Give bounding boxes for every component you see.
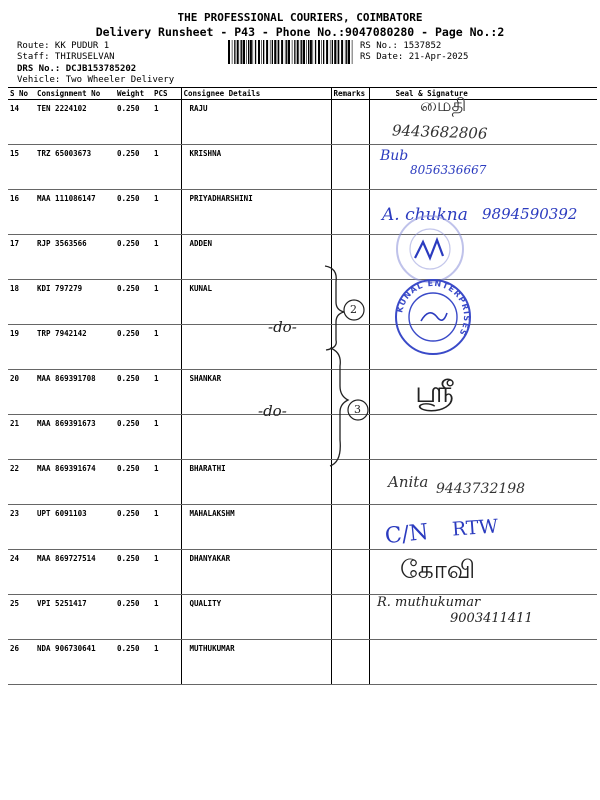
handwritten-phone-26: 9003411411 (450, 611, 533, 626)
col-consignment: Consignment No (35, 88, 115, 100)
cell-pcs: 1 (152, 190, 181, 235)
col-pcs: PCS (152, 88, 181, 100)
cell-weight: 0.250 (115, 550, 152, 595)
handwritten-phone-16: 9894590392 (482, 205, 578, 223)
handwritten-signature-25: கோவி (400, 555, 476, 584)
cell-sno: 23 (8, 505, 35, 550)
barcode-bar (258, 40, 260, 64)
handwritten-note-cn: C/N (383, 519, 430, 550)
cell-sno: 25 (8, 595, 35, 640)
barcode-bar (232, 40, 233, 64)
cell-pcs: 1 (152, 640, 181, 685)
cell-consignment: MAA 869391673 (35, 415, 115, 460)
cell-consignment: TRP 7942142 (35, 325, 115, 370)
barcode-bar (313, 40, 314, 64)
cell-pcs: 1 (152, 460, 181, 505)
col-remarks: Remarks (331, 88, 369, 100)
cell-weight: 0.250 (115, 370, 152, 415)
cell-sno: 21 (8, 415, 35, 460)
barcode-bar (272, 40, 273, 64)
cell-sno: 15 (8, 145, 35, 190)
barcode-bar (346, 40, 347, 64)
cell-pcs: 1 (152, 550, 181, 595)
cell-weight: 0.250 (115, 640, 152, 685)
cell-consignee: MUTHUKUMAR (181, 640, 331, 685)
cell-consignment: MAA 869391674 (35, 460, 115, 505)
col-seal: Seal & Signature (369, 88, 597, 100)
col-consignee: Consignee Details (181, 88, 331, 100)
barcode-bar (308, 40, 309, 64)
barcode-bar (234, 40, 235, 64)
cell-pcs: 1 (152, 370, 181, 415)
handwritten-signature-15: Bub (380, 148, 409, 164)
barcode-bar (243, 40, 245, 64)
barcode-bar (288, 40, 290, 64)
barcode-bar (278, 40, 279, 64)
ditto-mark-2: -do- (258, 402, 287, 420)
table-row (8, 550, 597, 595)
barcode-bar (337, 40, 338, 64)
cell-remarks (331, 145, 369, 190)
cell-remarks (331, 550, 369, 595)
barcode-bar (352, 40, 353, 64)
barcode-bar (274, 40, 276, 64)
cell-seal (369, 640, 597, 685)
cell-pcs: 1 (152, 100, 181, 145)
barcode-bar (315, 40, 316, 64)
cell-remarks (331, 190, 369, 235)
cell-pcs: 1 (152, 415, 181, 460)
cell-consignee: DHANYAKAR (181, 550, 331, 595)
cell-sno: 18 (8, 280, 35, 325)
runsheet-subtitle: Delivery Runsheet - P43 - Phone No.:9047080280 - Page No.:2 (95, 25, 505, 39)
cell-weight: 0.250 (115, 100, 152, 145)
cell-sno: 14 (8, 100, 35, 145)
cell-consignment: RJP 3563566 (35, 235, 115, 280)
cell-remarks (331, 100, 369, 145)
cell-consignee: KUNAL (181, 280, 331, 325)
cell-pcs: 1 (152, 595, 181, 640)
staff-label: Staff: THIRUSELVAN (17, 52, 115, 62)
cell-weight: 0.250 (115, 235, 152, 280)
barcode-bar (253, 40, 254, 64)
cell-sno: 16 (8, 190, 35, 235)
cell-weight: 0.250 (115, 325, 152, 370)
cell-weight: 0.250 (115, 595, 152, 640)
cell-sno: 17 (8, 235, 35, 280)
barcode-bar (338, 40, 339, 64)
cell-sno: 20 (8, 370, 35, 415)
cell-consignee: KRISHNA (181, 145, 331, 190)
handwritten-phone-15: 8056336667 (410, 163, 487, 177)
barcode-bar (318, 40, 320, 64)
handwritten-phone-14: 9443682806 (391, 121, 488, 143)
barcode-bar (301, 40, 302, 64)
barcode-bar (294, 40, 295, 64)
cell-consignee: BHARATHI (181, 460, 331, 505)
cell-consignment: MAA 869391708 (35, 370, 115, 415)
cell-pcs: 1 (152, 505, 181, 550)
cell-consignment: VPI 5251417 (35, 595, 115, 640)
barcode-bar (285, 40, 286, 64)
cell-consignee: QUALITY (181, 595, 331, 640)
cell-remarks (331, 505, 369, 550)
barcode-bar (292, 40, 293, 64)
table-header-row (8, 88, 597, 100)
table-row (8, 640, 597, 685)
cell-consignee: PRIYADHARSHINI (181, 190, 331, 235)
cell-consignment: TEN 2224102 (35, 100, 115, 145)
barcode-bar (341, 40, 343, 64)
cell-seal (369, 370, 597, 415)
kunal-enterprises-stamp (393, 277, 473, 357)
group-number-2: 3 (354, 403, 361, 416)
cell-consignment: TRZ 65003673 (35, 145, 115, 190)
barcode-image (228, 40, 354, 64)
cell-consignment: MAA 869727514 (35, 550, 115, 595)
cell-pcs: 1 (152, 280, 181, 325)
cell-seal (369, 415, 597, 460)
cell-remarks (331, 640, 369, 685)
barcode-bar (330, 40, 331, 64)
barcode-bar (246, 40, 247, 64)
handwritten-signature-26: R. muthukumar (377, 595, 481, 610)
barcode-bar (277, 40, 278, 64)
barcode-bar (228, 40, 230, 64)
cell-weight: 0.250 (115, 460, 152, 505)
table-row (8, 100, 597, 145)
cell-consignee: SHANKAR (181, 370, 331, 415)
barcode-bar (241, 40, 242, 64)
col-weight: Weight (115, 88, 152, 100)
cell-remarks (331, 595, 369, 640)
barcode-bar (248, 40, 249, 64)
cell-weight: 0.250 (115, 190, 152, 235)
cell-weight: 0.250 (115, 415, 152, 460)
cell-sno: 22 (8, 460, 35, 505)
barcode-bar (326, 40, 328, 64)
cell-consignee: MAHALAKSHM (181, 505, 331, 550)
table-row (8, 505, 597, 550)
cell-consignee: ADDEN (181, 235, 331, 280)
barcode-bar (323, 40, 324, 64)
svg-text:KUNAL ENTERPRISES: KUNAL ENTERPRISES (395, 278, 472, 338)
cell-consignment: NDA 906730641 (35, 640, 115, 685)
barcode-bar (334, 40, 336, 64)
route-label: Route: KK PUDUR 1 (17, 41, 110, 51)
col-sno: S No (8, 88, 35, 100)
handwritten-note-rtw: RTW (451, 515, 499, 541)
barcode-bar (321, 40, 322, 64)
barcode-bar (261, 40, 262, 64)
barcode-bar (332, 40, 333, 64)
handwritten-signature-21: ஸ்ரீ (415, 375, 455, 410)
barcode-bar (306, 40, 307, 64)
cell-consignment: UPT 6091103 (35, 505, 115, 550)
company-title: THE PROFESSIONAL COURIERS, COIMBATORE (177, 11, 423, 24)
barcode-bar (266, 40, 268, 64)
ditto-mark-1: -do- (268, 318, 297, 336)
handwritten-signature-23: Anita (388, 473, 429, 491)
cell-weight: 0.250 (115, 280, 152, 325)
barcode-bar (237, 40, 239, 64)
drs-number: DRS No.: DCJB153785202 (17, 64, 137, 74)
barcode-bar (281, 40, 283, 64)
cell-consignment: MAA 111086147 (35, 190, 115, 235)
barcode-bar (300, 40, 301, 64)
vehicle-label: Vehicle: Two Wheeler Delivery (17, 75, 175, 85)
cell-pcs: 1 (152, 145, 181, 190)
barcode-bar (240, 40, 241, 64)
barcode-bar (263, 40, 264, 64)
barcode-bar (345, 40, 346, 64)
faint-round-stamp (393, 212, 467, 286)
cell-pcs: 1 (152, 325, 181, 370)
barcode-bar (303, 40, 305, 64)
barcode-bar (255, 40, 256, 64)
cell-consignee: RAJU (181, 100, 331, 145)
barcode-bar (348, 40, 350, 64)
handwritten-signature-14: மைதி (420, 95, 467, 116)
handwritten-signature-16: A. chukna (382, 205, 468, 225)
cell-weight: 0.250 (115, 505, 152, 550)
handwritten-phone-23: 9443732198 (436, 481, 526, 497)
barcode-bar (297, 40, 299, 64)
cell-sno: 24 (8, 550, 35, 595)
barcode-bar (286, 40, 287, 64)
cell-consignment: KDI 797279 (35, 280, 115, 325)
cell-sno: 26 (8, 640, 35, 685)
cell-pcs: 1 (152, 235, 181, 280)
table-row (8, 145, 597, 190)
grouping-brackets (230, 262, 370, 472)
rs-number: RS No.: 1537852 (360, 41, 442, 51)
barcode-bar (270, 40, 271, 64)
cell-sno: 19 (8, 325, 35, 370)
cell-weight: 0.250 (115, 145, 152, 190)
barcode-bar (250, 40, 252, 64)
barcode-bar (310, 40, 312, 64)
rs-date: RS Date: 21-Apr-2025 (360, 52, 469, 62)
group-number-1: 2 (350, 303, 357, 316)
